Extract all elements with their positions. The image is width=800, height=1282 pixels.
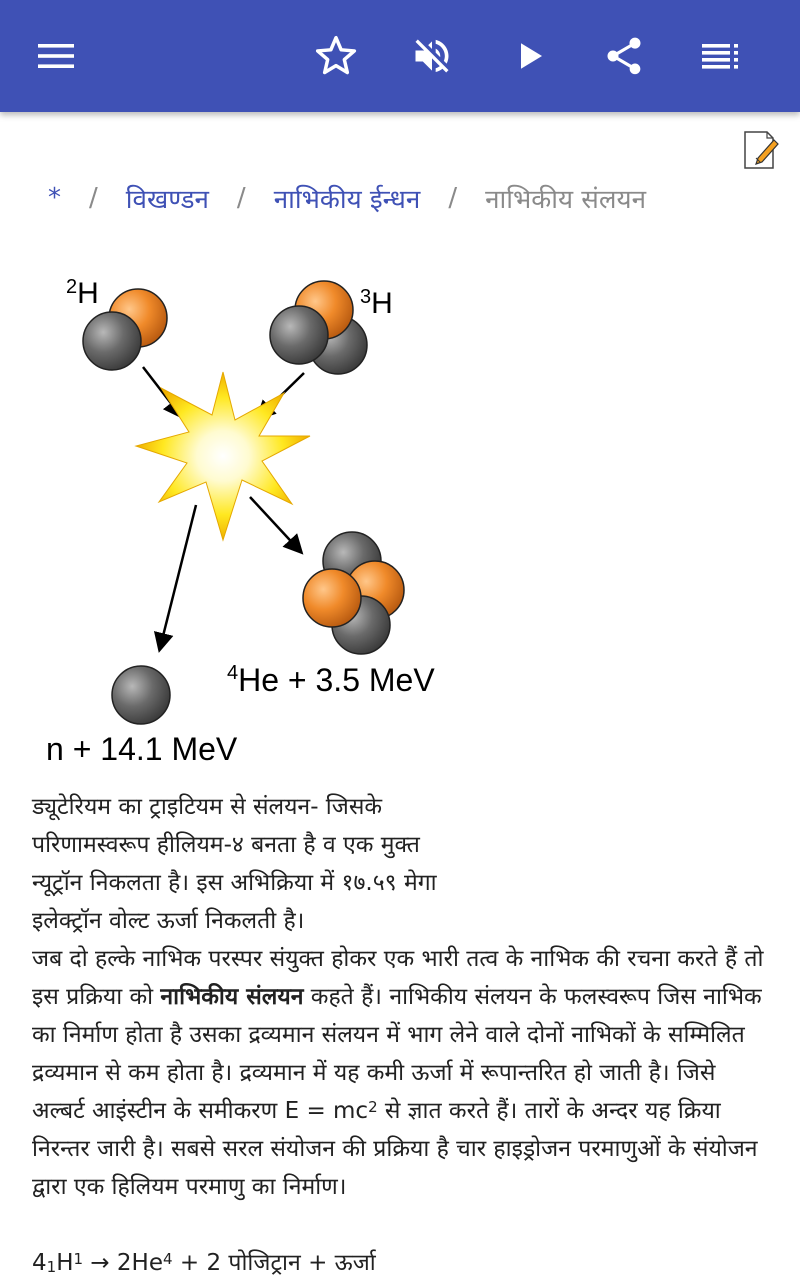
formula-superscript: 1: [73, 1250, 84, 1268]
tritium-label: $^3$H: [360, 286, 393, 320]
arrow-helium-out: [250, 497, 300, 551]
paragraph-text: से ज्ञात करते हैं। तारों के अन्दर यह क्रिया निरन्तर जारी है। सबसे सरल संयोजन की प्रक्रिया है चार हाइड्रोजन परमाणुओं के संयोजन द्वारा एक हिलियम परमाणु का निर्माण।: [32, 1098, 758, 1200]
edit-pencil-icon: [740, 128, 782, 172]
breadcrumb-link-nuclear-fuel[interactable]: नाभिकीय ईन्धन: [273, 185, 421, 215]
edit-page-button[interactable]: [740, 128, 782, 172]
formula-arrow: → 2He: [83, 1250, 164, 1276]
superscript: 2: [368, 1098, 378, 1116]
formula-superscript: 4: [163, 1250, 173, 1268]
mute-button[interactable]: [404, 28, 460, 84]
bookmark-button[interactable]: [308, 28, 364, 84]
fusion-diagram[interactable]: [0, 250, 520, 780]
formula-hydrogen: H: [56, 1250, 74, 1276]
share-button[interactable]: [596, 28, 652, 84]
star-icon: [314, 34, 358, 78]
article-paragraph: [32, 940, 772, 1206]
formula-rest: + 2 पोजिट्रान + ऊर्जा: [172, 1250, 376, 1276]
fusion-formula: [32, 1244, 772, 1282]
breadcrumb: [48, 178, 646, 218]
tritium-nucleus: [270, 281, 367, 374]
toc-button[interactable]: [692, 28, 748, 84]
neutron-label: n + 14.1 MeV: [46, 731, 238, 767]
formula-coefficient: 4: [32, 1250, 47, 1276]
paragraph-text: कहते हैं। नाभिकीय संलयन के फलस्वरूप जिस नाभिक का निर्माण होता है उसका द्रव्यमान संलयन में भाग लेने वाले दोनों नाभिकों के सम्मिलित द्रव्यमान से कम होता है। द्रव्यमान में यह कमी ऊर्जा में रूपान्तरित हो जाती है। जिसे अल्बर्ट आइंस्टीन के समीकरण E = mc: [32, 984, 762, 1124]
breadcrumb-separator: /: [89, 183, 98, 213]
helium-label: $^4$He + 3.5 MeV: [227, 662, 435, 698]
menu-button[interactable]: [28, 28, 84, 84]
formula-subscript: 1: [46, 1258, 57, 1276]
app-toolbar: [0, 0, 800, 112]
toc-icon: [700, 41, 740, 71]
bold-term: नाभिकीय संलयन: [160, 984, 304, 1010]
play-button[interactable]: [502, 28, 558, 84]
volume-off-icon: [410, 34, 454, 78]
share-icon: [602, 34, 646, 78]
helium-4-nucleus: [303, 532, 404, 654]
breadcrumb-home-link[interactable]: *: [48, 183, 61, 213]
deuterium-label: $^2$H: [66, 276, 99, 310]
breadcrumb-separator: /: [448, 183, 458, 213]
menu-icon: [36, 41, 76, 71]
arrow-neutron-out: [160, 505, 196, 648]
free-neutron: [112, 666, 170, 724]
breadcrumb-separator: /: [236, 183, 246, 213]
fusion-explosion-star: [136, 372, 310, 540]
play-icon: [512, 38, 548, 74]
paragraph-text: जब दो हल्के नाभिक परस्पर संयुक्त होकर एक भारी तत्व के नाभिक की रचना करते हैं तो इस प्रक्रिया को: [32, 946, 764, 1010]
fusion-diagram-svg: [0, 250, 520, 780]
figure-caption: ड्यूटेरियम का ट्राइटियम से संलयन- जिसके परिणामस्वरूप हीलियम-४ बनता है व एक मुक्त न्यूट्रॉन निकलता है। इस अभिक्रिया में १७.५९ मेगा इलेक्ट्रॉन वोल्ट ऊर्जा निकलती है।: [32, 794, 437, 934]
breadcrumb-current: नाभिकीय संलयन: [485, 185, 647, 215]
breadcrumb-link-fission[interactable]: विखण्डन: [125, 185, 209, 215]
